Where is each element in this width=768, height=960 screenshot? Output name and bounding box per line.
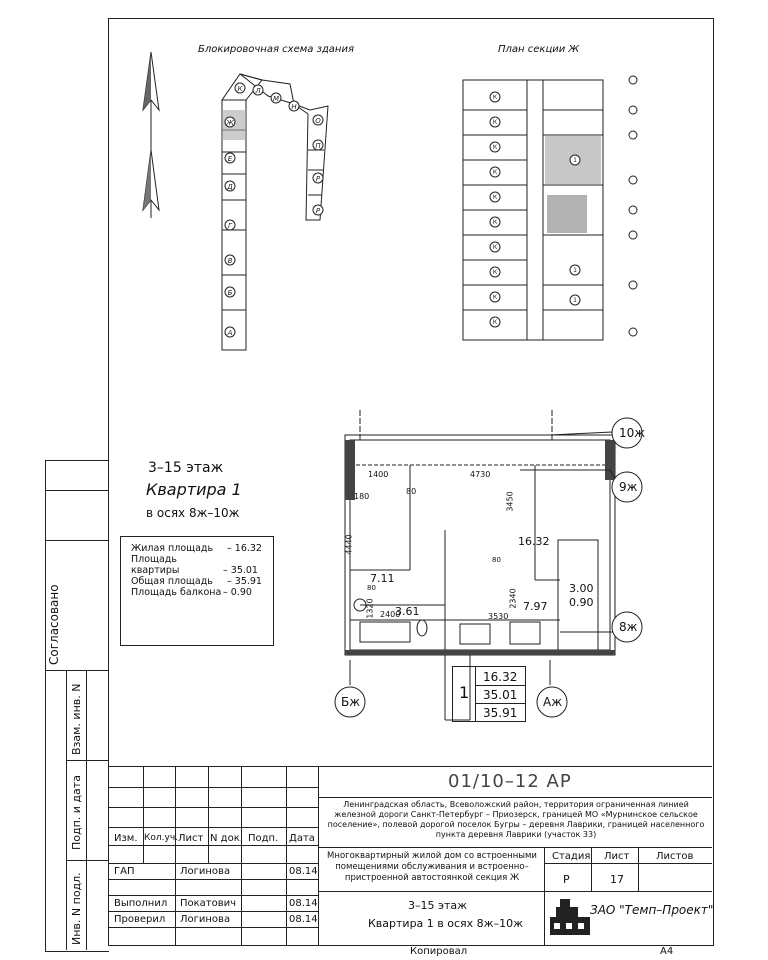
svg-text:К: К [492,144,498,151]
role-label: ГАП [114,866,135,877]
person-name: Логинова [180,866,231,877]
room-area-label: 0.90 [569,596,594,609]
stage-header: Стадия [552,851,591,862]
svg-text:К: К [492,319,498,326]
title-block [108,766,712,945]
sheets-header: Листов [656,851,694,862]
svg-text:К: К [492,169,498,176]
dimension-label: 180 [354,492,370,501]
agreed-label: Согласовано [47,584,61,665]
dimension-label: 3450 [505,491,515,512]
axis-label: 9ж [619,480,638,494]
summary-value: 35.91 [483,706,518,720]
document-code: 01/10–12 АР [448,771,572,792]
col-header: Дата [289,833,315,844]
col-header: Лист [178,833,204,844]
area-row: Площадь квартиры – 35.01 [131,554,258,576]
sheet-value: 17 [610,873,624,886]
svg-text:К: К [492,294,498,301]
svg-text:П: П [315,142,321,150]
col-header: Кол.уч. [144,833,179,843]
svg-text:Л: Л [255,87,261,95]
svg-text:1: 1 [573,297,577,304]
axis-label: Бж [341,695,361,709]
dimension-label: 80 [492,556,501,564]
svg-text:Р: Р [315,175,321,183]
room-area-label: 3.61 [395,605,420,618]
floors-caption: 3–15 этаж [148,460,224,476]
svg-text:Д: Д [227,183,233,191]
area-summary-box [120,536,274,646]
room-area-label: 7.97 [523,600,548,613]
dimension-label: 4730 [470,470,491,479]
area-list [131,543,262,598]
role-label: Выполнил [114,898,168,909]
company-logo-icon [548,897,594,937]
building-description: Многоквартирный жилой дом со встроенными помещениями обслуживания и встроенно–пристроенной автостоянкой секция Ж [327,851,537,883]
copied-label: Копировал [410,946,468,957]
svg-text:Б: Б [227,289,233,297]
format-label: А4 [660,946,674,957]
svg-text:М: М [272,95,280,103]
dimension-label: 2400 [380,610,401,619]
dimension-label: 80 [406,487,417,496]
axis-label: 8ж [619,620,638,634]
room-area-label: 16.32 [518,535,550,548]
axis-label: 10ж [619,426,646,440]
svg-text:К: К [492,94,498,101]
section-plan [455,70,645,360]
room-area-label: 7.11 [370,572,395,585]
svg-text:Н: Н [291,103,297,111]
svg-text:Г: Г [228,222,232,230]
dimension-label: 4440 [344,534,354,555]
block-scheme [210,70,340,360]
summary-value: 35.01 [483,688,518,702]
section-plan-title: План секции Ж [498,44,580,55]
apartment-axes: в осях 8ж–10ж [146,506,240,520]
sheet-title-apartment: Квартира 1 в осях 8ж–10ж [368,917,523,930]
replacement-inv-label: Взам. инв. N [70,683,83,755]
dimension-label: 1320 [365,598,375,619]
block-scheme-title: Блокировочная схема здания [198,44,354,55]
dimension-label: 2340 [508,588,518,609]
room-area-label: 3.00 [569,582,594,595]
axis-label: Аж [543,695,563,709]
sheet-header: Лист [604,851,630,862]
sign-date: 08.14 [289,914,318,925]
svg-text:К: К [492,119,498,126]
axis-markers [605,415,650,645]
side-divider [66,670,67,950]
svg-text:К: К [492,269,498,276]
side-divider [45,540,108,541]
apartment-name: Квартира 1 [146,480,242,499]
company-name: ЗАО "Темп–Проект" [590,903,714,917]
side-divider [86,670,87,950]
svg-text:Ж: Ж [226,119,234,127]
dimension-label: 3530 [488,612,509,621]
svg-text:1: 1 [573,157,577,164]
svg-text:К: К [492,244,498,251]
person-name: Покатович [180,898,237,909]
apartment-number: 1 [459,683,470,702]
side-divider [66,760,108,761]
side-divider [66,860,108,861]
signature-date-label: Подп. и дата [70,775,83,850]
area-row: Жилая площадь – 16.32 [131,543,262,554]
svg-text:А: А [227,329,233,337]
apartment-summary [452,666,526,722]
site-address: Ленинградская область, Всеволожский район, территория ограниченная линией железной дороги Санкт-Петербург – Приозерск, границей МО «Мурнинское сельское поселение», полевой дорогой поселок Бугры – деревня Лаврики, границей населенного пункта деревня Лаврики (участок 33) [327,800,705,839]
dimension-label: 80 [367,584,376,592]
person-name: Логинова [180,914,231,925]
dimension-label: 1400 [368,470,389,479]
svg-text:О: О [315,117,321,125]
sign-date: 08.14 [289,898,318,909]
sheet-title-floors: 3–15 этаж [408,899,468,912]
svg-text:К: К [237,85,243,93]
svg-text:Е: Е [227,155,233,163]
stage-value: Р [563,873,570,886]
svg-text:В: В [227,257,233,265]
sign-date: 08.14 [289,866,318,877]
north-arrow-icon [138,50,164,220]
col-header: Подп. [248,833,279,844]
col-header: N док. [210,833,243,844]
svg-text:Р: Р [315,207,321,215]
svg-text:1: 1 [573,267,577,274]
side-divider [45,490,108,491]
area-row: Общая площадь – 35.91 [131,576,262,587]
col-header: Изм. [114,833,138,844]
svg-text:К: К [492,194,498,201]
svg-text:К: К [492,219,498,226]
side-divider [45,670,108,671]
summary-value: 16.32 [483,670,518,684]
role-label: Проверил [114,914,166,925]
area-row: Площадь балкона – 0.90 [131,587,252,598]
original-inv-label: Инв. N подл. [70,872,83,945]
